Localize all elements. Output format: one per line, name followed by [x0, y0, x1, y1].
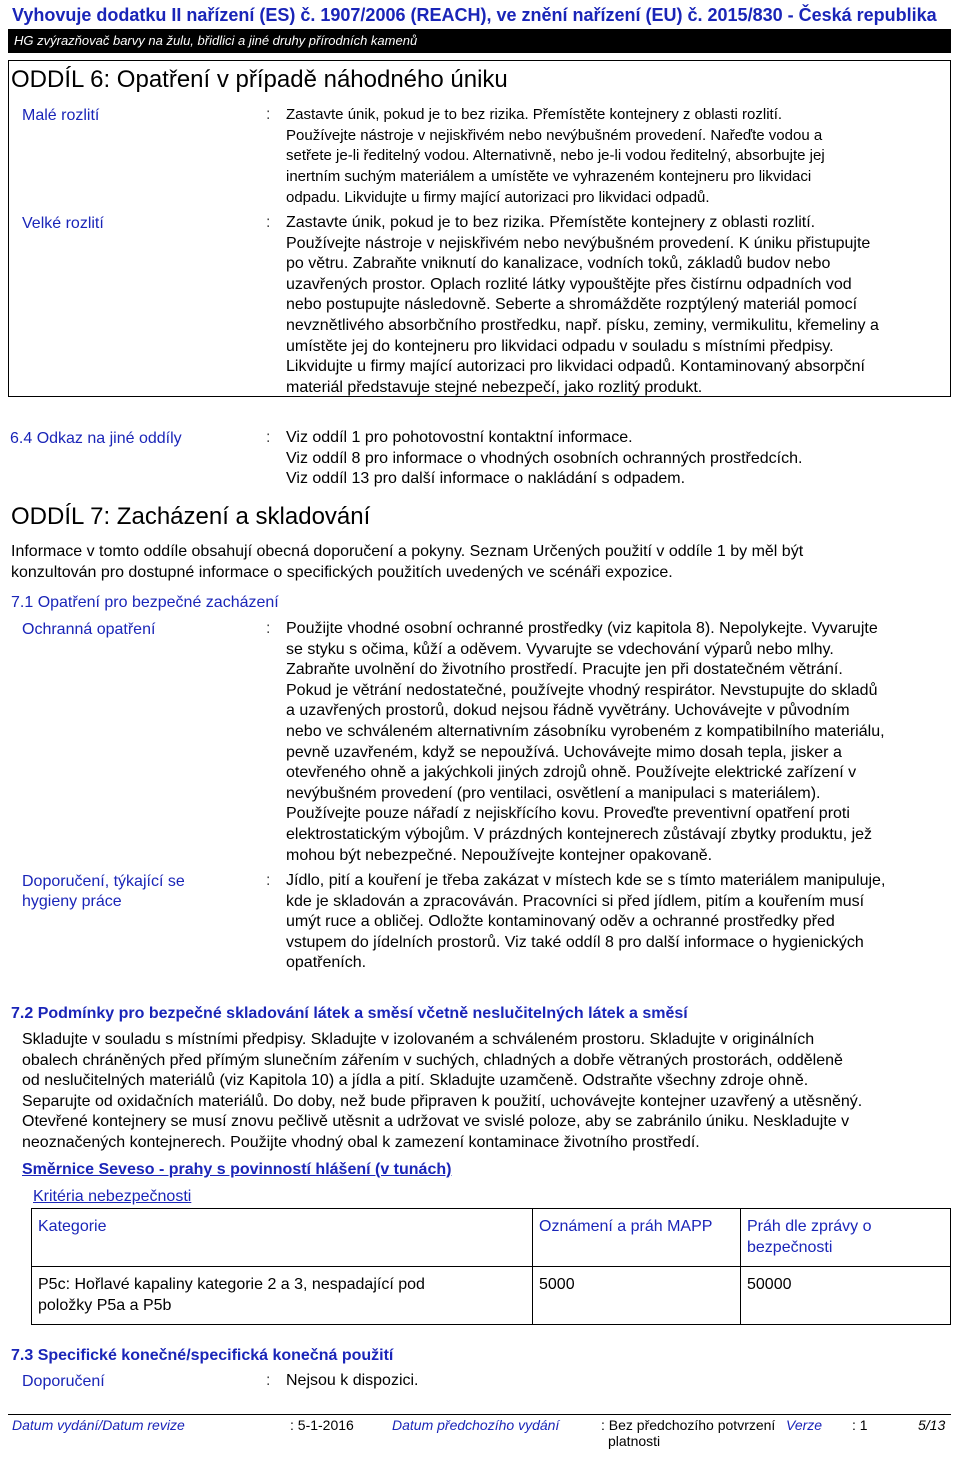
table-header-row — [32, 1209, 951, 1267]
header-category: Kategorie — [32, 1209, 533, 1267]
section-6-title: ODDÍL 6: Opatření v případě náhodného úniku — [11, 66, 508, 93]
section-7-title: ODDÍL 7: Zacházení a skladování — [11, 503, 371, 530]
colon: : — [266, 214, 271, 231]
large-spill-label: Velké rozlití — [22, 215, 104, 232]
subsection-7-2-title: 7.2 Podmínky pro bezpečné skladování látek a směsí včetně neslučitelných látek a směsí — [11, 1005, 688, 1022]
cell-safety-report: 50000 — [741, 1267, 951, 1325]
small-spill-text: Zastavte únik, pokud je to bez rizika. Přemístěte kontejnery z oblasti rozlití. Používejte nástroje v nejiskřivém nebo nevýbušném provedení. Nařeďte vodou a setřete je-li ředitelný vodou. Alternativně, nebo je-li vodou ředitelný, absorbujte jej inertním suchým materiálem a umístěte ve vyhrazeném kontejneru pro likvidaci odpadu. Likvidujte u firmy mající autorizaci pro likvidaci odpadů. — [286, 106, 825, 206]
seveso-title: Směrnice Seveso - prahy s povinností hlášení (v tunách) — [22, 1161, 452, 1178]
hygiene-text: Jídlo, pití a kouření je třeba zakázat v místech kde se s tímto materiálem manipuluje, kde je skladován a zpracováván. Pracovníci si před jídlem, pitím a kouřením musí umýt ruce a obličej. Odložte kontaminovaný oděv a ochranné prostředky před vstupem do jídelních prostorů. Viz také oddíl 8 pro další informace o hygienických opatřeních. — [286, 872, 886, 972]
footer-divider — [8, 1414, 951, 1415]
large-spill-text: Zastavte únik, pokud je to bez rizika. Přemístěte kontejnery z oblasti rozlití. Používejte nástroje v nejiskřivém nebo nevýbušném provedení. K úniku přistupujte po větru. Zabraňte vniknutí do kanalizace, vodních toků, základů budov nebo uzavřených prostor. Oplach rozlité látky vypouštějte přes čistírnu odpadních vod nebo postupujte následovně. Seberte a shromážděte rozptýlený materiál pomocí nevznětlivého absorbčního prostředku, např. písku, zeminy, vermikulitu, křemeliny a umístěte jej do kontejneru pro likvidaci odpadu v souladu s místními předpisy. Likvidujte u firmy mající autorizaci pro likvidaci odpadů. Kontaminovaný absorpční materiál představuje stejné nebezpečí, jako rozlitý produkt. — [286, 214, 879, 396]
seveso-table — [31, 1208, 951, 1325]
subsection-7-1-title: 7.1 Opatření pro bezpečné zacházení — [11, 594, 279, 611]
recommendation-label: Doporučení — [22, 1373, 105, 1390]
footer-previous-value: : Bez předchozího potvrzení platnosti — [601, 1417, 776, 1449]
document-regulation-title: Vyhovuje dodatku II nařízení (ES) č. 1907/2006 (REACH), ve znění nařízení (EU) č. 2015/830 - Česká republika — [12, 5, 937, 25]
cell-mapp: 5000 — [533, 1267, 741, 1325]
section-7-intro: Informace v tomto oddíle obsahují obecná doporučení a pokyny. Seznam Určených použití v oddíle 1 by měl být konzultován pro dostupné informace o specifických použitích uvedených ve scénáři expozice. — [11, 543, 804, 581]
colon: : — [266, 620, 271, 637]
footer-page-number: 5/13 — [918, 1417, 946, 1433]
protective-measures-text: Použijte vhodné osobní ochranné prostředky (viz kapitola 8). Nepolykejte. Vyvarujte se styku s očima, kůží a oděvem. Vyvarujte se vdechování výparů nebo mlhy. Zabraňte uvolnění do životního prostředí. Pracujte jen při dostatečném větrání. Pokud je větrání nedostatečné, používejte vhodný respirátor. Nevstupujte do skladů a uzavřených prostorů, dokud nejsou řádně vyvětrány. Uchovávejte v původním nebo ve schváleném alternativním zásobníku vyrobeném z kompatibilního materiálu, pevně uzavřeném, když se nepoužívá. Uchovávejte mimo dosah tepla, jisker a otevřeného ohně a jakýchkoli jiných zdrojů ohně. Používejte elektrické zařízení v nevýbušném provedení (pro ventilaci, osvětlení a manipulaci s materiálem). Používejte pouze nářadí z nejiskřícího kovu. Proveďte preventivní opatření proti elektrostatickým výbojům. V prázdných kontejnerech zůstávají zbytky produktu, jež mohou být nebezpečné. Nepoužívejte kontejner opakovaně. — [286, 620, 885, 864]
header-safety-report: Práh dle zprávy o bezpečnosti — [741, 1209, 951, 1267]
colon: : — [266, 429, 271, 446]
colon: : — [266, 872, 271, 889]
recommendation-value: Nejsou k dispozici. — [286, 1372, 419, 1389]
footer-version-label: Verze — [786, 1417, 823, 1433]
reference-label: 6.4 Odkaz na jiné oddíly — [10, 430, 182, 447]
product-name: HG zvýrazňovač barvy na žulu, břidlici a jiné druhy přírodních kamenů — [14, 33, 418, 48]
small-spill-label: Malé rozlití — [22, 107, 100, 124]
footer-issue-label: Datum vydání/Datum revize — [12, 1417, 185, 1433]
footer-issue-value: : 5-1-2016 — [290, 1417, 354, 1433]
cell-category: P5c: Hořlavé kapaliny kategorie 2 a 3, nespadající pod položky P5a a P5b — [32, 1267, 533, 1325]
footer-version-value: : 1 — [852, 1417, 868, 1433]
colon: : — [266, 1372, 271, 1389]
hazard-criteria-title: Kritéria nebezpečnosti — [33, 1188, 192, 1205]
reference-text: Viz oddíl 1 pro pohotovostní kontaktní informace. Viz oddíl 8 pro informace o vhodných osobních ochranných prostředcích. Viz oddíl 13 pro další informace o nakládání s odpadem. — [286, 429, 803, 488]
hygiene-label: Doporučení, týkající se hygieny práce — [22, 873, 185, 910]
footer-previous-label: Datum předchozího vydání — [392, 1417, 560, 1433]
header-mapp: Oznámení a práh MAPP — [533, 1209, 741, 1267]
protective-measures-label: Ochranná opatření — [22, 621, 156, 638]
subsection-7-3-title: 7.3 Specifické konečné/specifická konečná použití — [11, 1347, 394, 1364]
colon: : — [266, 106, 271, 123]
table-row — [32, 1267, 951, 1325]
storage-text: Skladujte v souladu s místními předpisy. Skladujte v izolovaném a schváleném prostoru. Skladujte v originálních obalech chráněných před přímým slunečním zářením v suchých, chladných a dobře větraných prostorách, odděleně od neslučitelných materiálů (viz Kapitola 10) a jídla a pití. Skladujte uzamčeně. Odstraňte všechny zdroje ohně. Separujte od oxidačních materiálů. Do doby, než bude připraven k použití, uchovávejte kontejner uzavřený a utěsněný. Otevřené kontejnery se musí znovu pečlivě utěsnit a udržovat ve svislé poloze, aby se zabránilo úniku. Neskladujte v neoznačených kontejnerech. Použijte vhodný obal k zamezení kontaminace životního prostředí. — [22, 1031, 863, 1151]
